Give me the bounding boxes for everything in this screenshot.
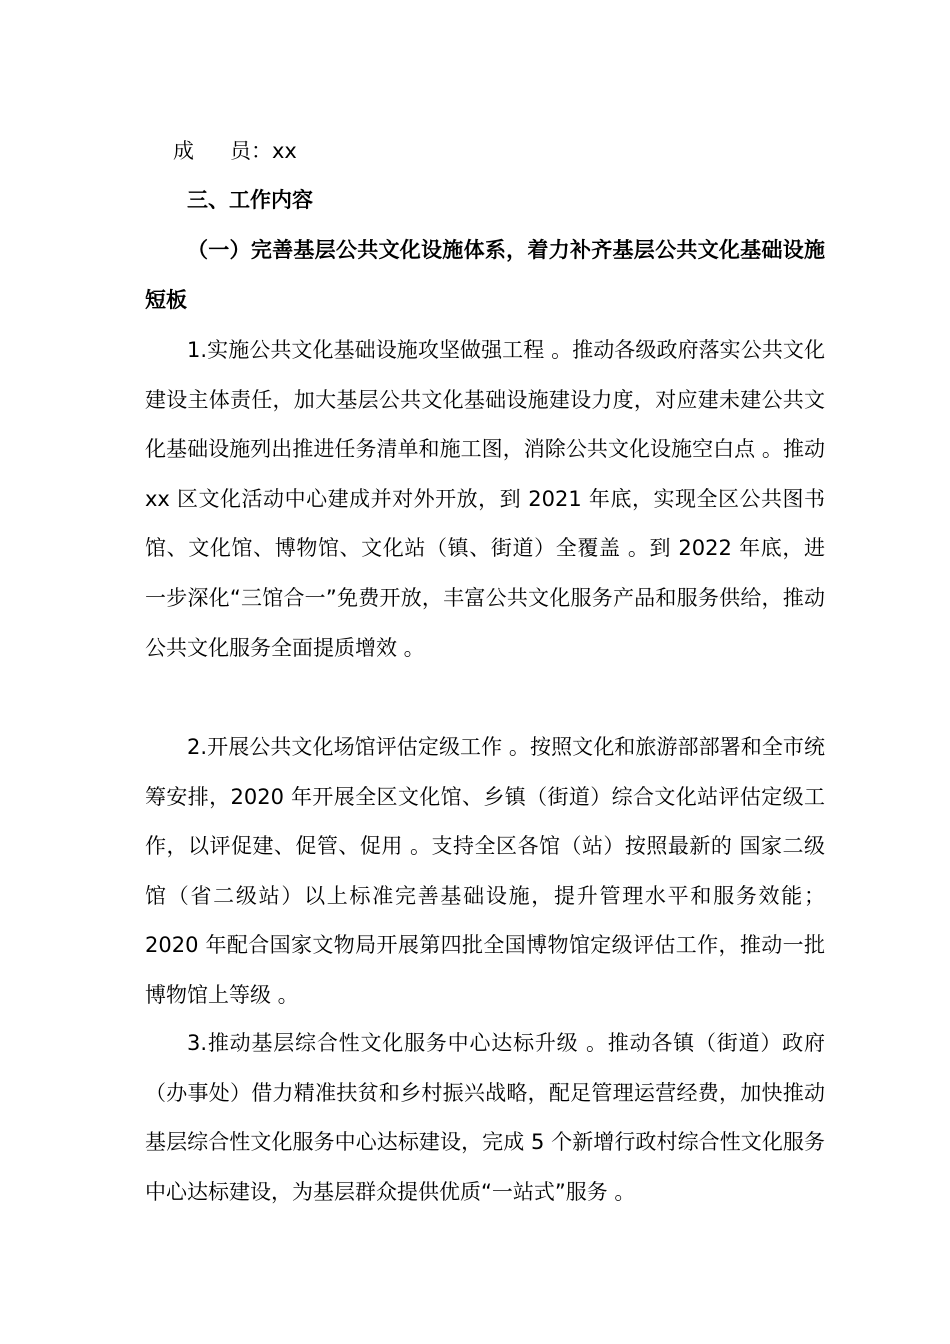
members-label-b: 员： (230, 139, 272, 163)
members-value: xx (272, 139, 297, 163)
members-line (145, 127, 853, 177)
members-label-a: 成 (173, 139, 194, 163)
subsection-one-heading: （一）完善基层公共文化设施体系，着力补齐基层公共文化基础设施短板 (145, 238, 825, 312)
paragraph-2: 2.开展公共文化场馆评估定级工作 。按照文化和旅游部部署和全市统筹安排，2020 年开展全区文化馆、乡镇（街道）综合文化站评估定级工作，以评促建、促管、促用 。支持全区各馆（站）按照最新的 国家二级馆（省二级站）以上标准完善基础设施，提升管理水平和服务效能；2020 年配合国家文物局开展第四批全国博物馆定级评估工作，推动一批博物馆上等级 。 (145, 735, 825, 1007)
paragraph-1: 1.实施公共文化基础设施攻坚做强工程 。推动各级政府落实公共文化建设主体责任，加大基层公共文化基础设施建设力度，对应建未建公共文化基础设施列出推进任务清单和施工图，消除公共文化设施空白点 。推动 xx 区文化活动中心建成并对外开放，到 2021 年底，实现全区公共图书馆、文化馆、博物馆、文化站（镇、街道）全覆盖 。到 2022 年底，进一步深化“三馆合一”免费开放，丰富公共文化服务产品和服务供给，推动公共文化服务全面提质增效 。 (145, 338, 825, 660)
section-three-heading: 三、工作内容 (187, 188, 313, 212)
paragraph-3: 3.推动基层综合性文化服务中心达标升级 。推动各镇（街道）政府（办事处）借力精准扶贫和乡村振兴战略，配足管理运营经费，加快推动基层综合性文化服务中心达标建设，完成 5 个新增行政村综合性文化服务中心达标建设，为基层群众提供优质“一站式”服务 。 (145, 1031, 825, 1204)
